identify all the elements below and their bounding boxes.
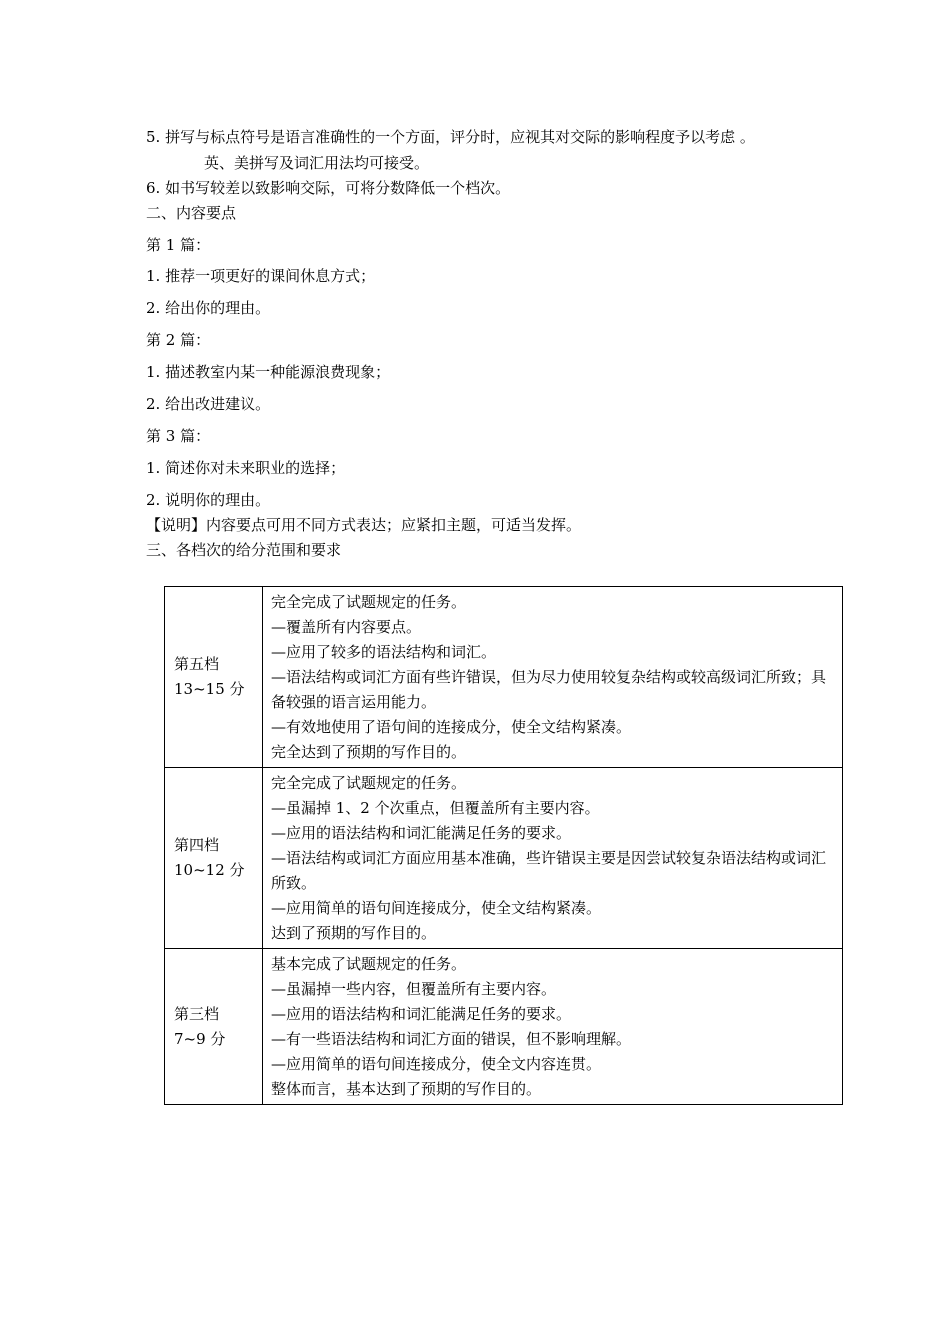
grade-description-cell: [263, 587, 843, 768]
section-heading-grades: 三、各档次的给分范围和要求: [146, 541, 342, 559]
essay-2-point-2: 2. 给出改进建议。: [146, 395, 271, 413]
rule-5: 5. 拼写与标点符号是语言准确性的一个方面，评分时，应视其对交际的影响程度予以考虑 。: [146, 128, 755, 146]
essay-1-heading: 第 1 篇：: [146, 236, 211, 254]
list-item: —虽漏掉一些内容，但覆盖所有主要内容。: [271, 980, 557, 998]
list-item: —应用的语法结构和词汇能满足任务的要求。: [271, 1005, 572, 1023]
rule-5-continued: 英、美拼写及词汇用法均可接受。: [204, 154, 430, 172]
grade-level-cell: [165, 949, 263, 1105]
grade-level-name: 第四档: [174, 836, 220, 854]
list-item: 完全完成了试题规定的任务。: [271, 593, 467, 611]
table-row: [165, 949, 843, 1105]
table-row: [165, 768, 843, 949]
rule-6: 6. 如书写较差以致影响交际，可将分数降低一个档次。: [146, 179, 511, 197]
grade-description-cell: [263, 768, 843, 949]
section-heading-content: 二、内容要点: [146, 204, 237, 222]
list-item: —虽漏掉 1、2 个次重点，但覆盖所有主要内容。: [271, 799, 600, 817]
list-item: —有效地使用了语句间的连接成分，使全文结构紧凑。: [271, 718, 632, 736]
essay-3-point-2: 2. 说明你的理由。: [146, 491, 271, 509]
grade-level-name: 第三档: [174, 1004, 220, 1023]
list-item: —有一些语法结构和词汇方面的错误，但不影响理解。: [271, 1030, 632, 1048]
essay-3-point-1: 1. 简述你对未来职业的选择；: [146, 459, 346, 477]
essay-2-heading: 第 2 篇：: [146, 331, 211, 349]
list-item: —应用简单的语句间连接成分，使全文结构紧凑。: [271, 899, 602, 917]
grade-score-range: 7~9 分: [174, 1029, 226, 1048]
list-item: 完全完成了试题规定的任务。: [271, 774, 467, 792]
table-row: [165, 587, 843, 768]
grade-level-cell: [165, 768, 263, 949]
grade-table: [164, 586, 843, 1105]
essay-2-point-1: 1. 描述教室内某一种能源浪费现象；: [146, 363, 391, 381]
list-item: —语法结构或词汇方面有些许错误，但为尽力使用较复杂结构或较高级词汇所致；具备较强的语言运用能力。: [271, 668, 827, 711]
list-item: —语法结构或词汇方面应用基本准确，些许错误主要是因尝试较复杂语法结构或词汇所致。: [271, 849, 827, 892]
essay-1-point-2: 2. 给出你的理由。: [146, 299, 271, 317]
list-item: 整体而言，基本达到了预期的写作目的。: [271, 1080, 542, 1098]
list-item: 完全达到了预期的写作目的。: [271, 743, 467, 761]
grade-score-range: 10~12 分: [174, 861, 245, 879]
note-line: 【说明】内容要点可用不同方式表达；应紧扣主题，可适当发挥。: [146, 516, 582, 534]
essay-1-point-1: 1. 推荐一项更好的课间休息方式；: [146, 267, 376, 285]
grade-level-cell: [165, 587, 263, 768]
list-item: —覆盖所有内容要点。: [271, 618, 422, 636]
list-item: 基本完成了试题规定的任务。: [271, 955, 467, 973]
grade-description-cell: [263, 949, 843, 1105]
list-item: —应用简单的语句间连接成分，使全文内容连贯。: [271, 1055, 602, 1073]
grade-score-range: 13~15 分: [174, 680, 245, 698]
list-item: 达到了预期的写作目的。: [271, 924, 437, 942]
list-item: —应用的语法结构和词汇能满足任务的要求。: [271, 824, 572, 842]
essay-3-heading: 第 3 篇：: [146, 427, 211, 445]
list-item: —应用了较多的语法结构和词汇。: [271, 643, 497, 661]
grade-level-name: 第五档: [174, 655, 220, 673]
